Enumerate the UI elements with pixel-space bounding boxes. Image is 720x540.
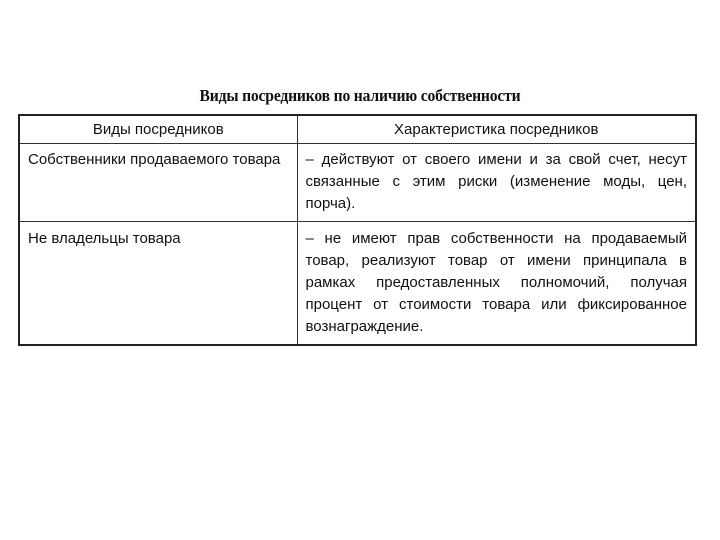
intermediary-type-cell: Собственники продаваемого товара	[19, 144, 297, 222]
description-text: – не имеют прав собственности на продаваемый товар, реализуют товар от имени принципала в рамках предоставленных полномочий, получая процент от стоимости товара или фиксированное вознаграждение.	[305, 230, 687, 335]
intermediary-description-cell	[297, 144, 696, 222]
column-header-characteristic: Характеристика посредников	[297, 115, 696, 144]
description-text: – действуют от своего имени и за свой счет, несут связанные с этим риски (изменение моды, цен, порча).	[305, 151, 687, 212]
intermediary-type-cell: Не владельцы товара	[19, 222, 297, 346]
column-header-type: Виды посредников	[19, 115, 297, 144]
intermediaries-table	[18, 114, 697, 346]
table-row	[19, 144, 696, 222]
intermediary-description-cell	[297, 222, 696, 346]
table-header-row	[19, 115, 696, 144]
table-row	[19, 222, 696, 346]
table-title: Виды посредников по наличию собственности	[199, 86, 521, 105]
